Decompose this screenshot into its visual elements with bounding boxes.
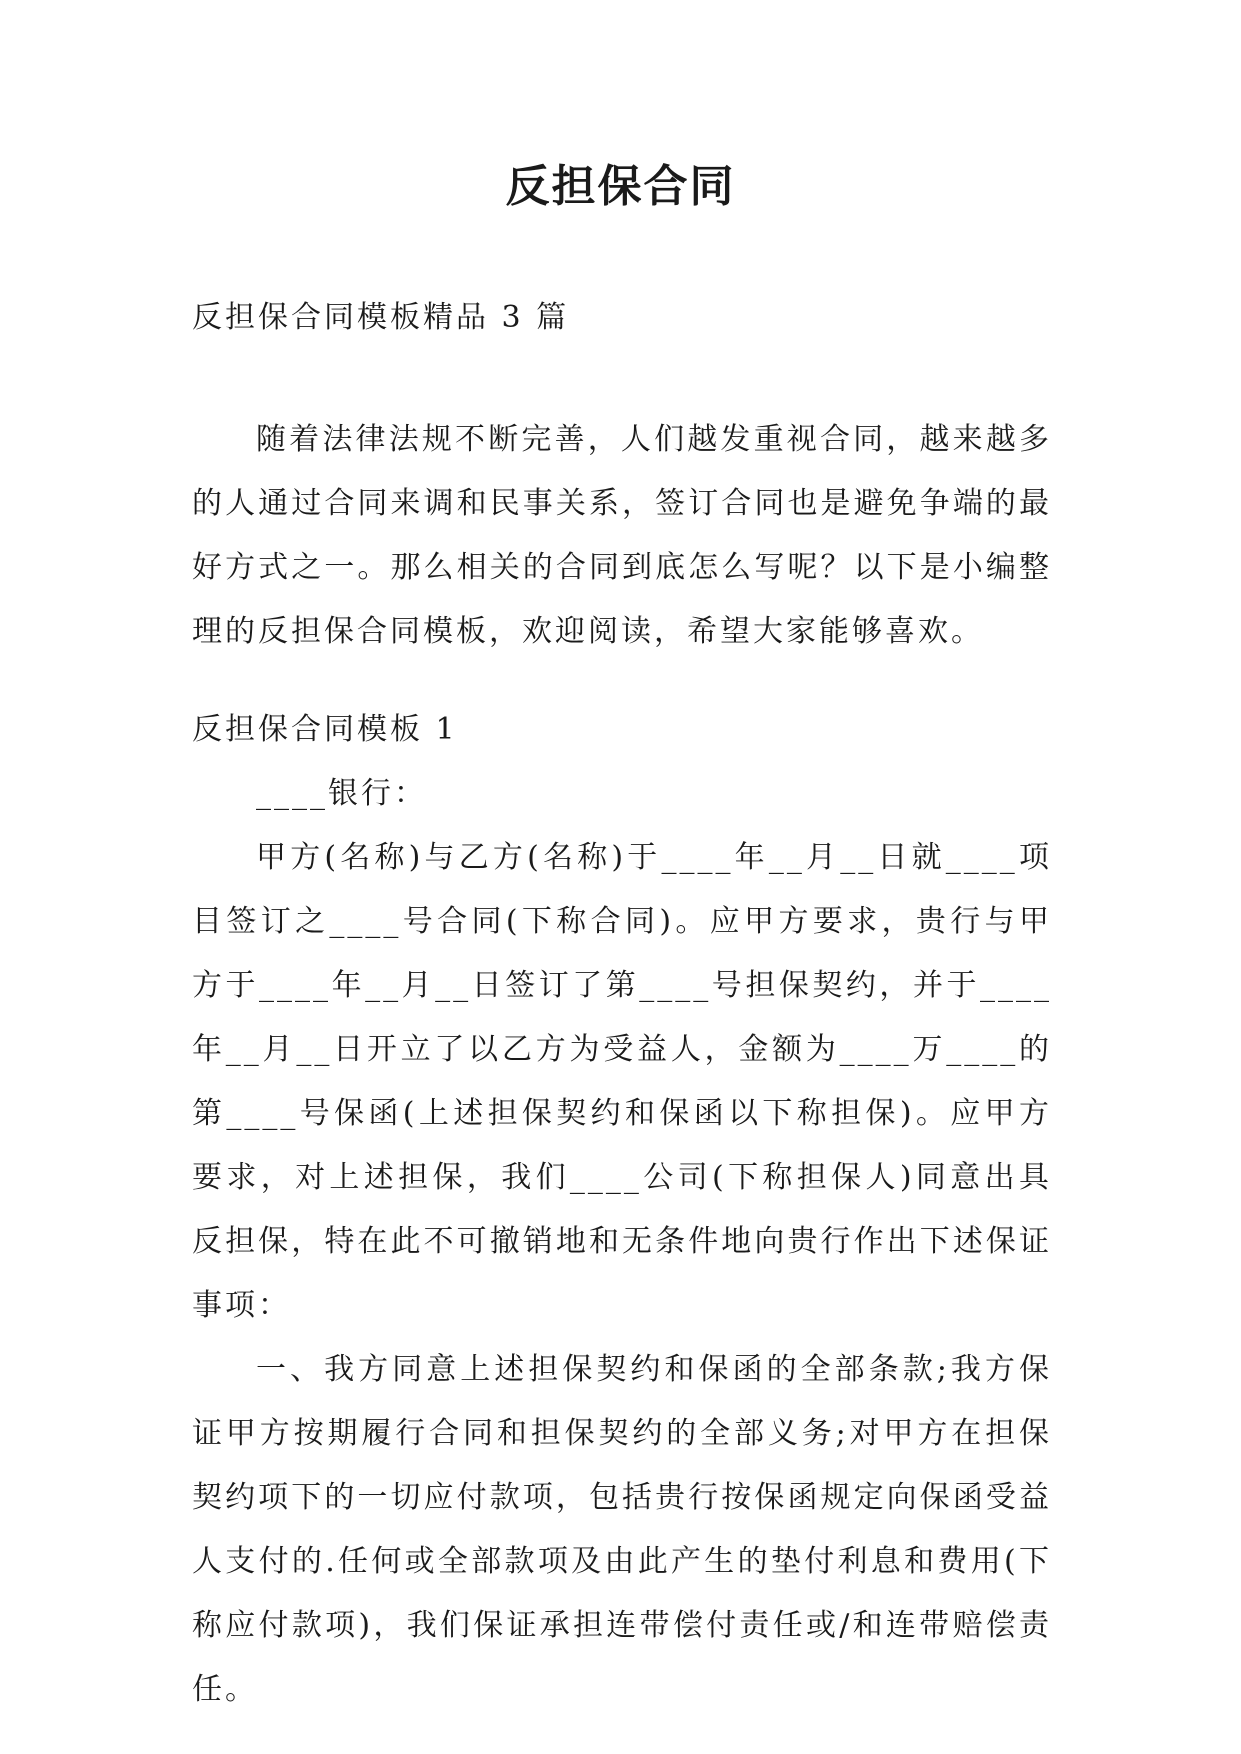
document-subtitle — [192, 286, 1052, 350]
section-heading: 反担保合同模板 1 — [192, 712, 458, 747]
contract-paragraph-2: 一、我方同意上述担保契约和保函的全部条款;我方保证甲方按期履行合同和担保契约的全部义务;对甲方在担保契约项下的一切应付款项，包括贵行按保函规定向保函受益人支付的.任何或全部款项及由此产生的垫付利息和费用(下称应付款项)，我们保证承担连带偿付责任或/和连带赔偿责任。 — [192, 1352, 1052, 1707]
subtitle-text: 反担保合同模板精品 3 篇 — [192, 300, 570, 335]
intro-section — [192, 408, 1052, 664]
template-section-1 — [192, 698, 1052, 1722]
document-title: 反担保合同 — [505, 161, 736, 212]
contract-paragraph-1: 甲方(名称)与乙方(名称)于____年__月__日就____项目签订之____号合同(下称合同)。应甲方要求，贵行与甲方于____年__月__日签订了第____号担保契约，并于____年__月__日开立了以乙方为受益人，金额为____万____的第____号保函(上述担保契约和保函以下称担保)。应甲方要求，对上述担保，我们____公司(下称担保人)同意出具反担保，特在此不可撤销地和无条件地向贵行作出下述保证事项： — [192, 840, 1052, 1323]
intro-paragraph: 随着法律法规不断完善，人们越发重视合同，越来越多的人通过合同来调和民事关系，签订合同也是避免争端的最好方式之一。那么相关的合同到底怎么写呢？以下是小编整理的反担保合同模板，欢迎阅读，希望大家能够喜欢。 — [192, 422, 1052, 649]
addressee-line: ____银行： — [256, 776, 427, 811]
